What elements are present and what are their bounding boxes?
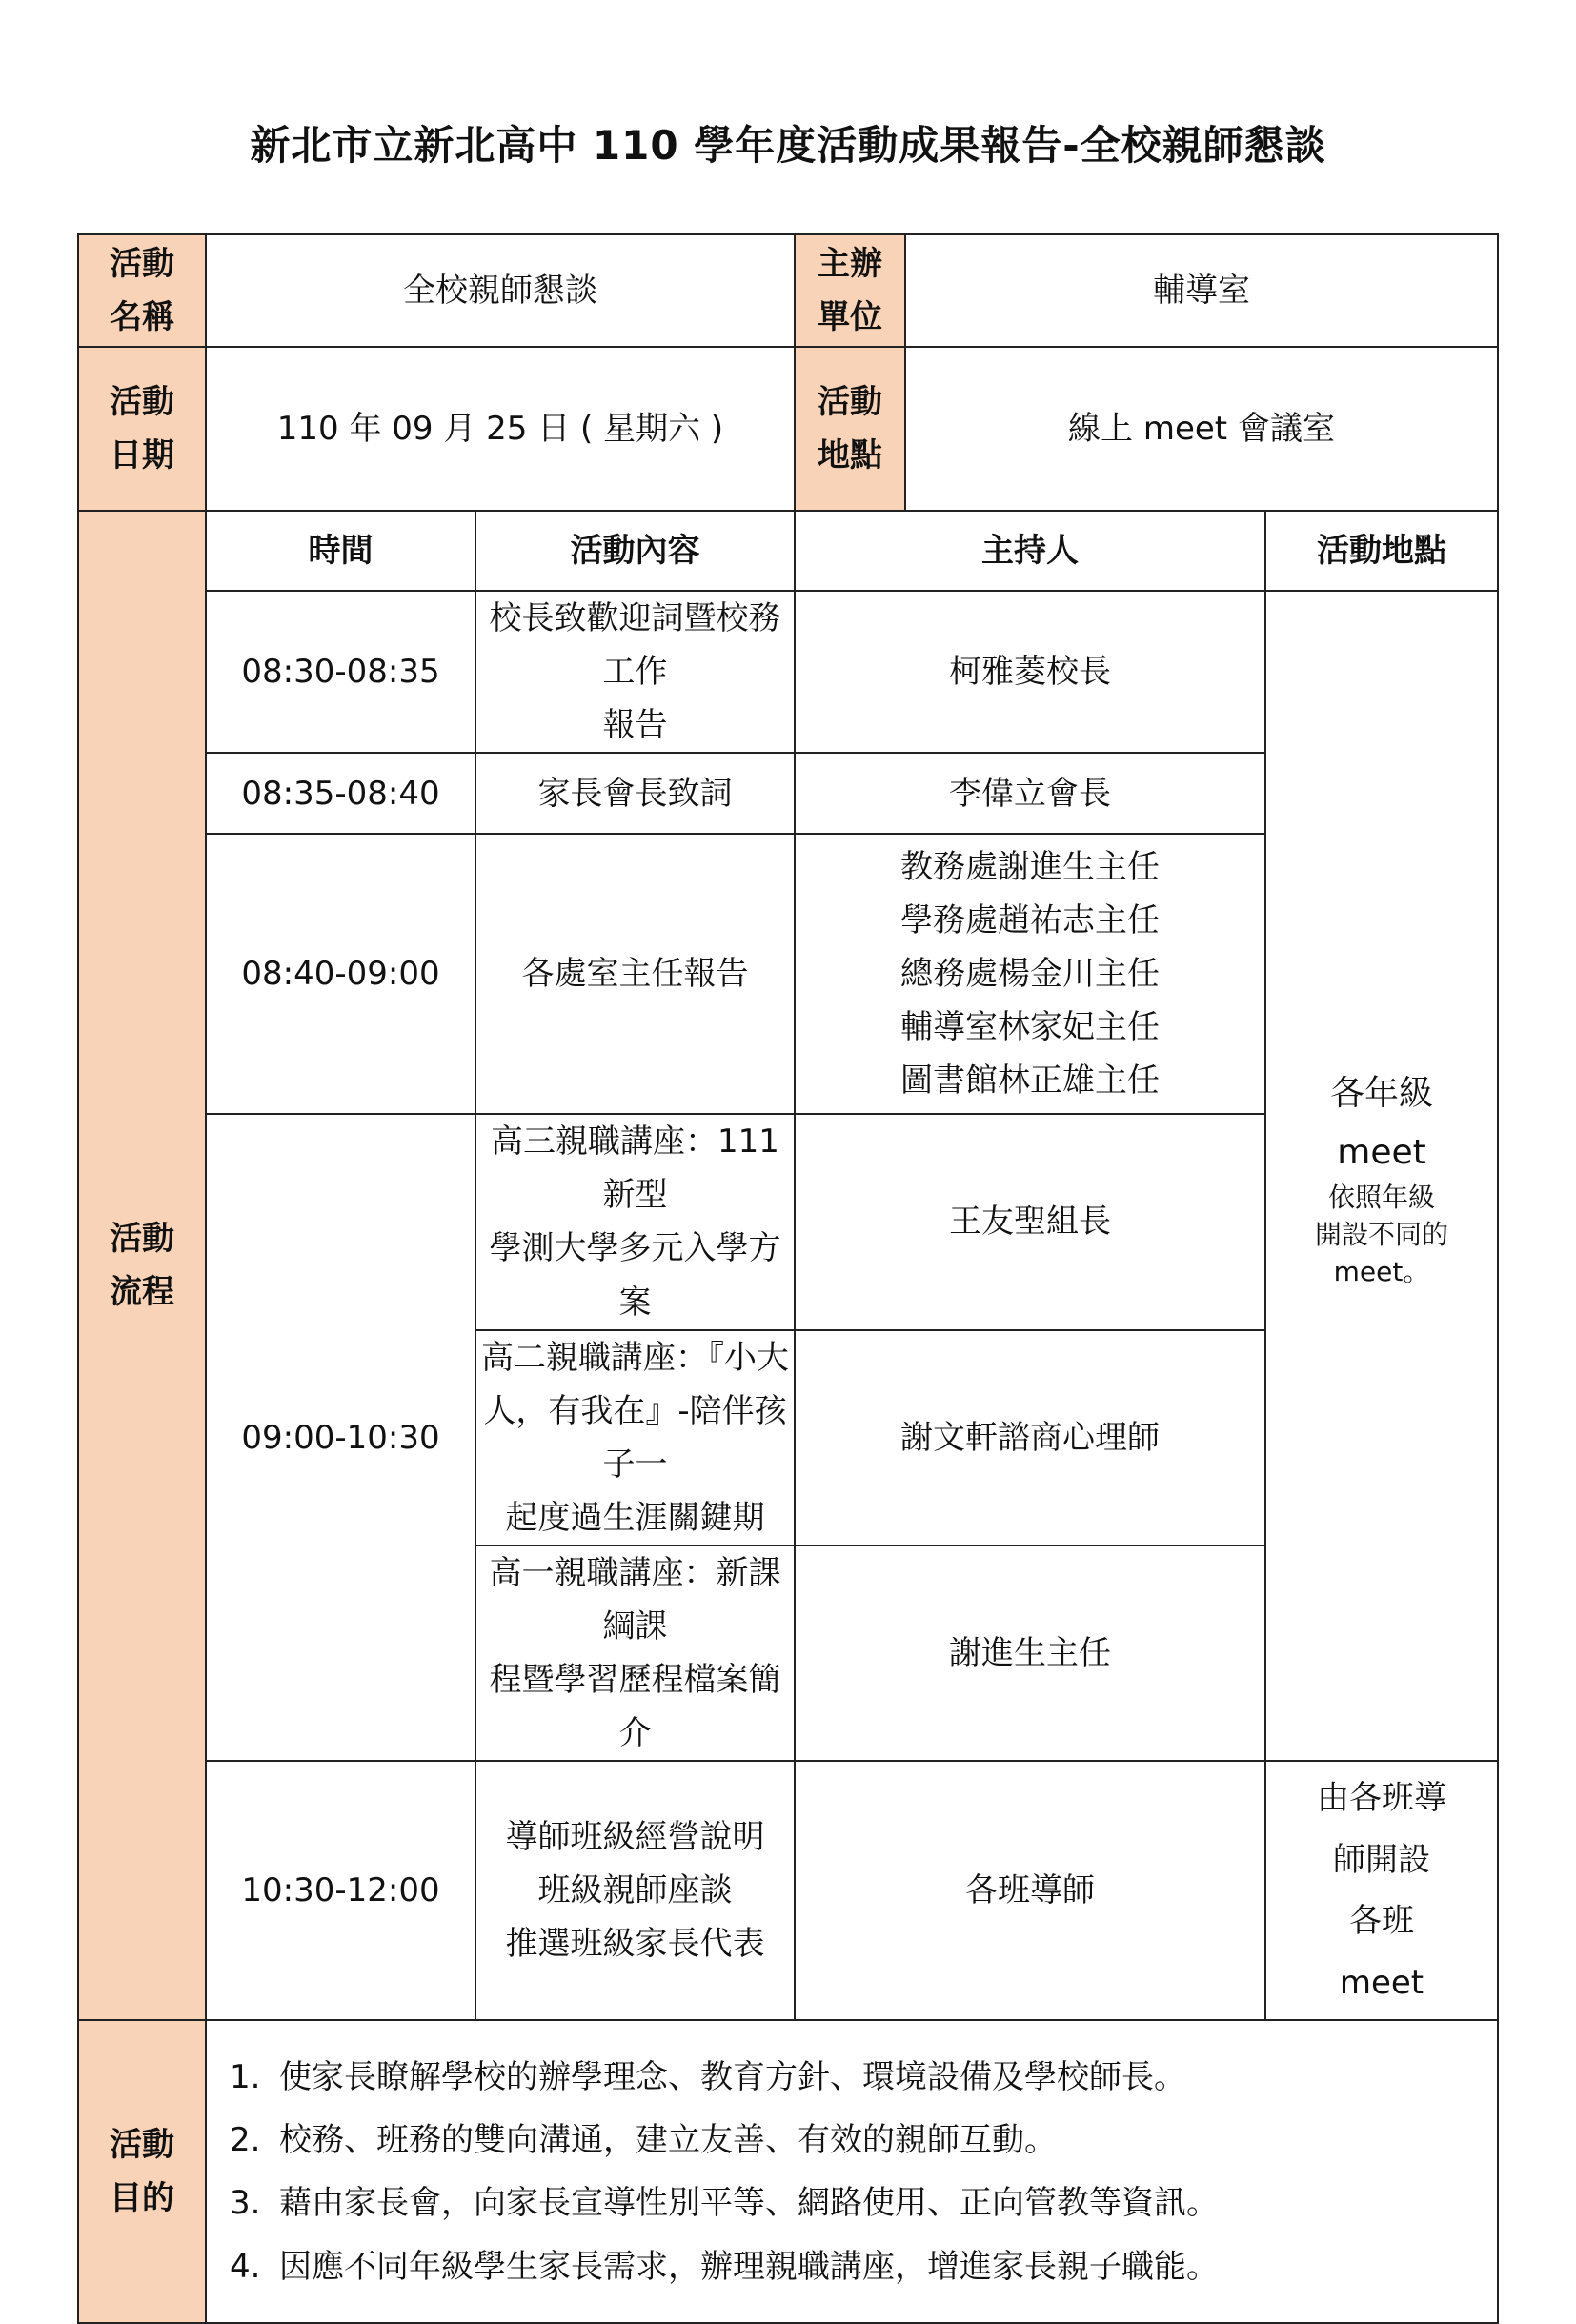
host-cell: 李偉立會長 <box>795 753 1265 834</box>
activity-place-label: 活動 地點 <box>795 347 905 511</box>
host-cell: 柯雅菱校長 <box>795 591 1265 753</box>
header-host: 主持人 <box>795 511 1265 591</box>
time-cell: 08:40-09:00 <box>206 834 475 1114</box>
time-cell: 10:30-12:00 <box>206 1761 475 2020</box>
document-title: 新北市立新北高中 110 學年度活動成果報告-全校親師懇談 <box>250 122 1326 169</box>
host-cell: 謝進生主任 <box>795 1546 1265 1761</box>
time-cell: 09:00-10:30 <box>206 1114 475 1761</box>
activity-name-value: 全校親師懇談 <box>206 234 795 347</box>
activity-date-value: 110 年 09 月 25 日 ( 星期六 ) <box>206 347 795 511</box>
host-cell: 各班導師 <box>795 1761 1265 2020</box>
content-cell: 家長會長致詞 <box>475 753 795 834</box>
info-row-date <box>78 347 1498 511</box>
time-cell: 08:35-08:40 <box>206 753 475 834</box>
time-cell: 08:30-08:35 <box>206 591 475 753</box>
purpose-list <box>230 2046 1497 2298</box>
content-cell: 導師班級經營說明 班級親師座談 推選班級家長代表 <box>475 1761 795 2020</box>
place-cell-grades: 各年級 meet 依照年級 開設不同的 meet。 <box>1265 591 1498 1761</box>
purpose-list-cell <box>206 2020 1498 2323</box>
host-cell: 謝文軒諮商心理師 <box>795 1330 1265 1546</box>
activity-date-label: 活動 日期 <box>78 347 206 511</box>
content-cell: 高三親職講座：111 新型 學測大學多元入學方案 <box>475 1114 795 1329</box>
organizer-value: 輔導室 <box>905 234 1498 347</box>
activity-flow-label: 活動 流程 <box>78 511 206 2020</box>
list-item: 3. 藉由家長會，向家長宣導性別平等、網路使用、正向管教等資訊。 <box>230 2184 1219 2223</box>
content-cell: 高二親職講座：『小大 人，有我在』-陪伴孩子一 起度過生涯關鍵期 <box>475 1330 795 1546</box>
host-cell: 教務處謝進生主任 學務處趙祐志主任 總務處楊金川主任 輔導室林家妃主任 圖書館林正雄主任 <box>795 834 1265 1114</box>
activity-place-value: 線上 meet 會議室 <box>905 347 1498 511</box>
activity-name-label: 活動 名稱 <box>78 234 206 347</box>
activity-purpose-label: 活動 目的 <box>78 2020 206 2323</box>
activity-report-table <box>77 233 1499 2324</box>
list-item: 2. 校務、班務的雙向溝通，建立友善、有效的親師互動。 <box>230 2121 1057 2160</box>
table-row <box>78 1761 1498 2020</box>
header-time: 時間 <box>206 511 475 591</box>
header-place: 活動地點 <box>1265 511 1498 591</box>
place-cell-classes: 由各班導 師開設 各班 meet <box>1265 1761 1498 2020</box>
host-cell: 王友聖組長 <box>795 1114 1265 1329</box>
organizer-label: 主辦 單位 <box>795 234 905 347</box>
purpose-row <box>78 2020 1498 2323</box>
content-cell: 各處室主任報告 <box>475 834 795 1114</box>
content-cell: 高一親職講座：新課綱課 程暨學習歷程檔案簡介 <box>475 1546 795 1761</box>
list-item: 1. 使家長瞭解學校的辦學理念、教育方針、環境設備及學校師長。 <box>230 2057 1186 2096</box>
list-item: 4. 因應不同年級學生家長需求，辦理親職講座，增進家長親子職能。 <box>230 2247 1219 2286</box>
info-row-name <box>78 234 1498 347</box>
flow-header-row <box>78 511 1498 591</box>
header-content: 活動內容 <box>475 511 795 591</box>
content-cell: 校長致歡迎詞暨校務工作 報告 <box>475 591 795 753</box>
table-row <box>78 591 1498 753</box>
